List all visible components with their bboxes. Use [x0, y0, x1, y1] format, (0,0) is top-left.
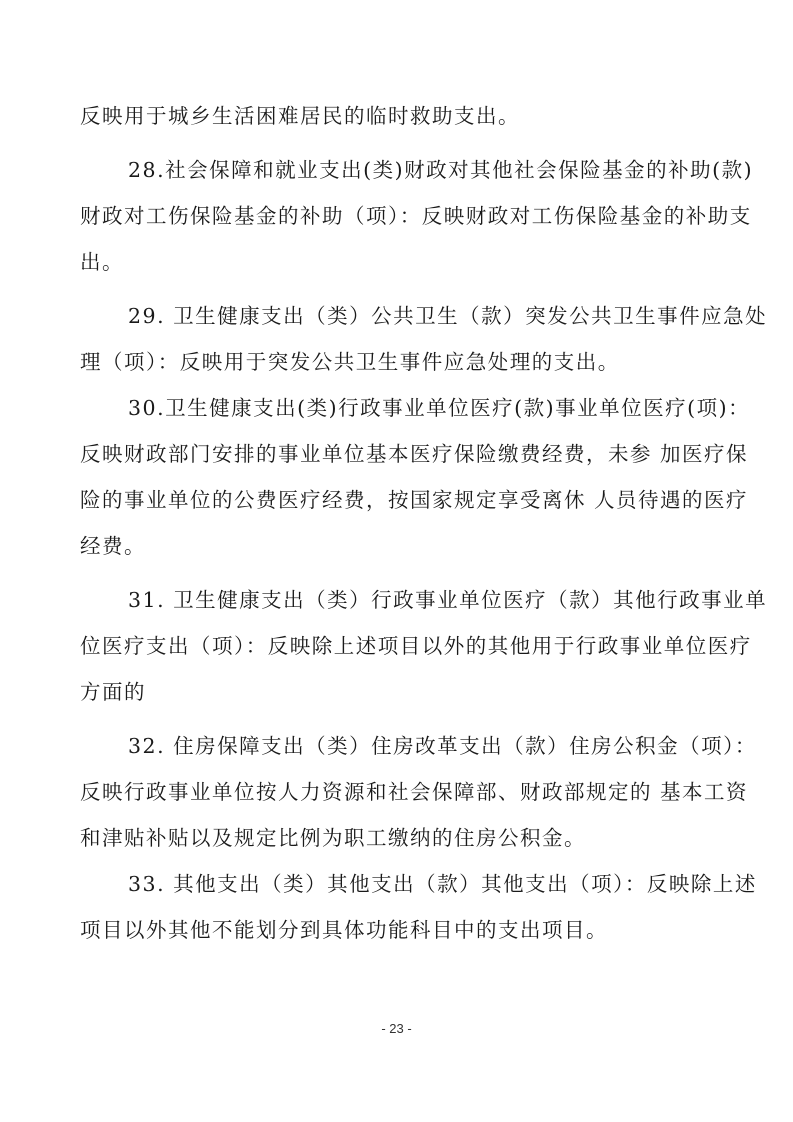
- text-line: 项目以外其他不能划分到具体功能科目中的支出项目。: [80, 918, 608, 942]
- paragraph-item-30: [80, 385, 755, 569]
- text-line: 33. 其他支出（类）其他支出（款）其他支出（项）：反映除上述: [128, 872, 757, 896]
- paragraph-item-31: [80, 577, 768, 715]
- paragraph-item-28: [80, 147, 755, 285]
- text-line: 反映财政部门安排的事业单位基本医疗保险缴费经费，未参 加医疗保: [80, 442, 749, 466]
- text-line: 30.卫生健康支出(类)行政事业单位医疗(款)事业单位医疗(项)：: [128, 396, 751, 420]
- text-line: 29. 卫生健康支出（类）公共卫生（款）突发公共卫生事件应急处: [128, 304, 768, 328]
- text-line: 和津贴补贴以及规定比例为职工缴纳的住房公积金。: [80, 826, 586, 850]
- text-line: 31. 卫生健康支出（类）行政事业单位医疗（款）其他行政事业单: [128, 588, 768, 612]
- paragraph-continuation: [80, 93, 755, 139]
- text-line: 险的事业单位的公费医疗经费，按国家规定享受离休 人员待遇的医疗: [80, 488, 749, 512]
- text-line: 32. 住房保障支出（类）住房改革支出（款）住房公积金（项）：: [128, 734, 757, 758]
- text-line: 方面的: [80, 680, 146, 704]
- document-body: [80, 93, 768, 953]
- text-line: 反映行政事业单位按人力资源和社会保障部、财政部规定的 基本工资: [80, 780, 749, 804]
- text-line: 理（项）：反映用于突发公共卫生事件应急处理的支出。: [80, 350, 620, 374]
- text-line: 出。: [80, 250, 124, 274]
- page-number: - 23 -: [381, 1021, 412, 1036]
- text-line: 财政对工伤保险基金的补助（项）：反映财政对工伤保险基金的补助支: [80, 204, 752, 228]
- paragraph-item-29: [80, 293, 768, 385]
- paragraph-item-33: [80, 861, 755, 953]
- text-line: 反映用于城乡生活困难居民的临时救助支出。: [80, 104, 520, 128]
- text-line: 位医疗支出（项）：反映除上述项目以外的其他用于行政事业单位医疗: [80, 634, 752, 658]
- paragraph-item-32: [80, 723, 755, 861]
- text-line: 经费。: [80, 534, 146, 558]
- text-line: 28.社会保障和就业支出(类)财政对其他社会保险基金的补助(款): [128, 158, 754, 182]
